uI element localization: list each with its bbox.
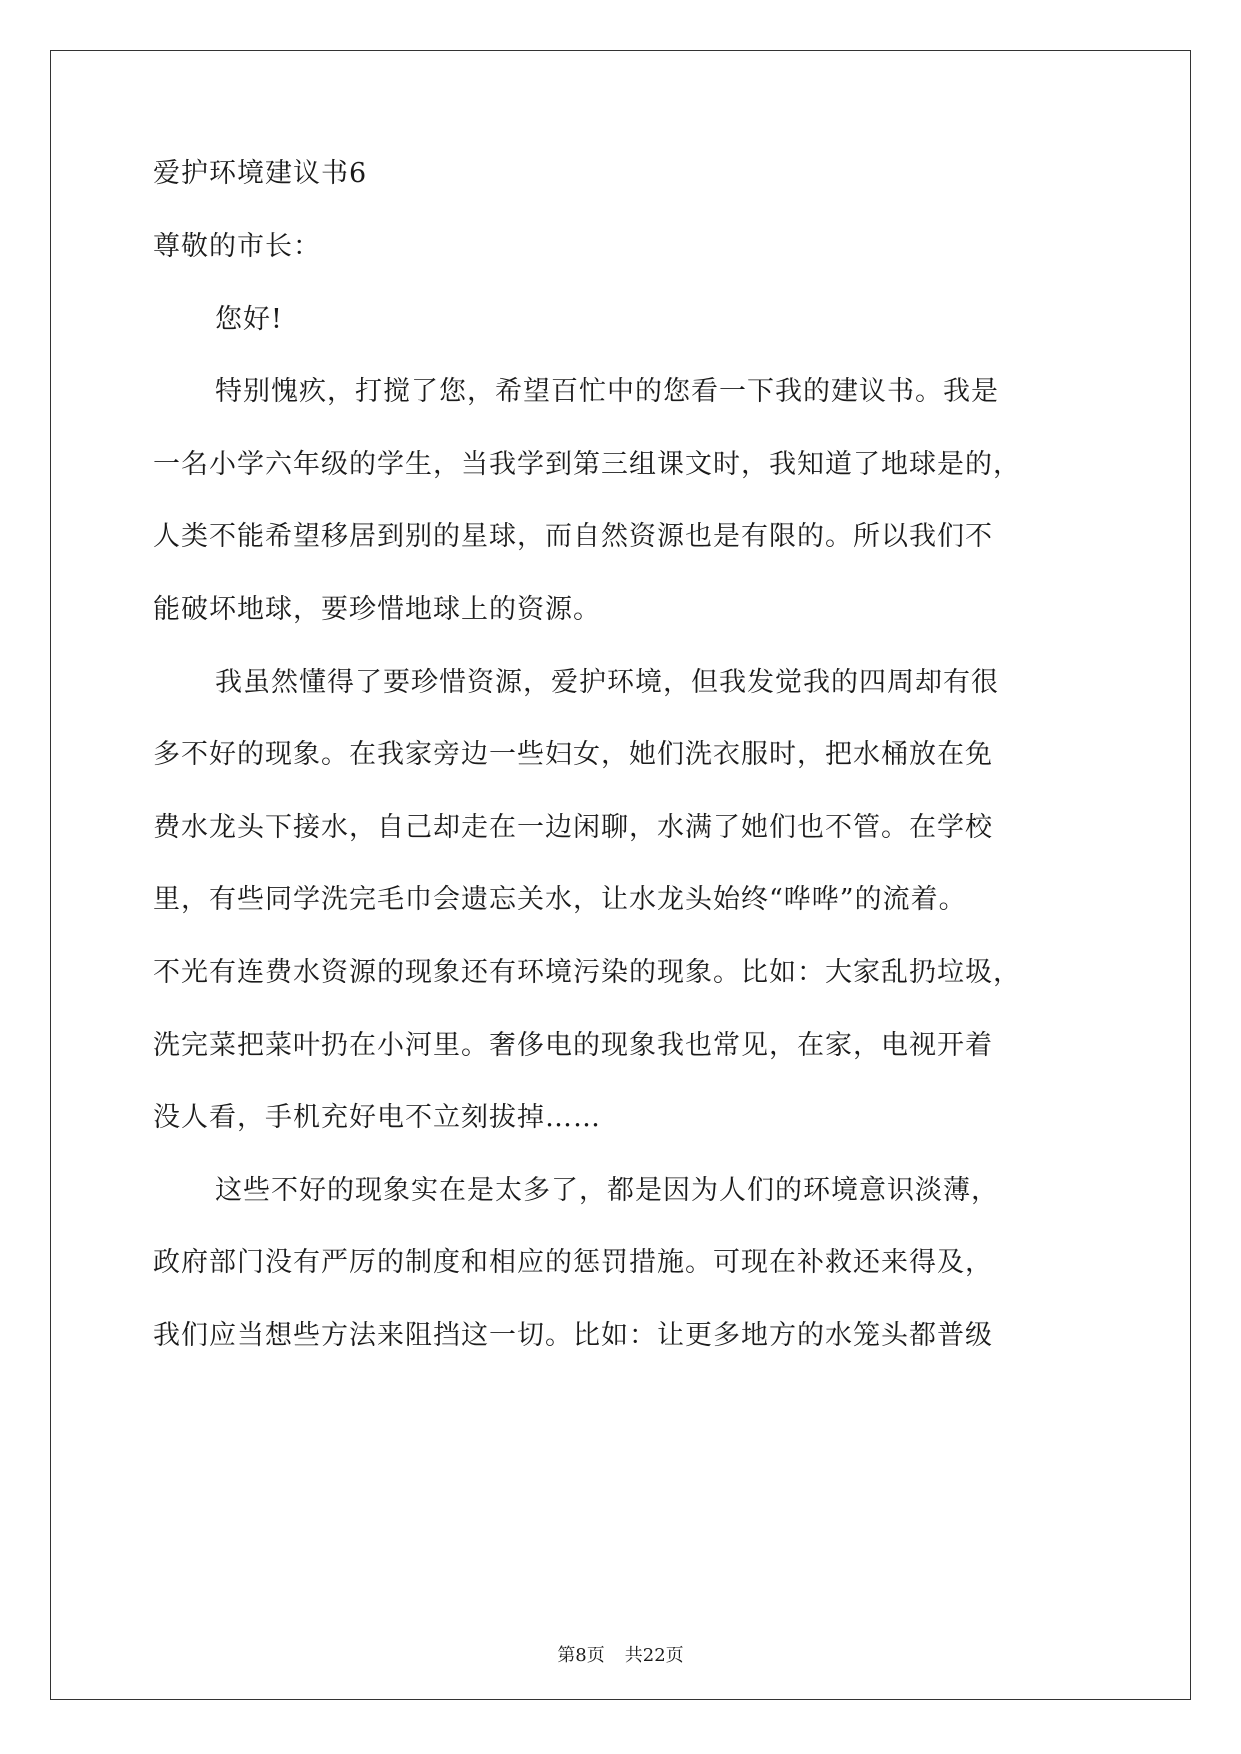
paragraph-1-line-1: 特别愧疚，打搅了您，希望百忙中的您看一下我的建议书。我是 xyxy=(215,376,999,407)
page-footer xyxy=(0,1647,1241,1665)
page-total: 共22页 xyxy=(624,1645,684,1666)
paragraph-3-line-1: 这些不好的现象实在是太多了，都是因为人们的环境意识淡薄， xyxy=(215,1175,999,1206)
page-number: 第8页 xyxy=(557,1645,605,1666)
paragraph-3-line-3: 我们应当想些方法来阻挡这一切。比如：让更多地方的水笼头都普级 xyxy=(153,1320,993,1351)
greeting: 您好! xyxy=(215,304,283,335)
paragraph-2-line-4: 里，有些同学洗完毛巾会遗忘关水，让水龙头始终“哗哗”的流着。 xyxy=(153,884,967,915)
salutation: 尊敬的市长： xyxy=(153,231,321,262)
paragraph-2-line-7: 没人看，手机充好电不立刻拔掉…… xyxy=(153,1102,601,1133)
paragraph-2-line-3: 费水龙头下接水，自己却走在一边闲聊，水满了她们也不管。在学校 xyxy=(153,812,993,843)
paragraph-2-line-5: 不光有连费水资源的现象还有环境污染的现象。比如：大家乱扔垃圾， xyxy=(153,957,1021,988)
paragraph-2-line-1: 我虽然懂得了要珍惜资源，爱护环境，但我发觉我的四周却有很 xyxy=(215,667,999,698)
paragraph-2-line-6: 洗完菜把菜叶扔在小河里。奢侈电的现象我也常见，在家，电视开着 xyxy=(153,1030,993,1061)
paragraph-1-line-2: 一名小学六年级的学生，当我学到第三组课文时，我知道了地球是的， xyxy=(153,449,1021,480)
page-frame xyxy=(50,50,1191,1700)
paragraph-2-line-2: 多不好的现象。在我家旁边一些妇女，她们洗衣服时，把水桶放在免 xyxy=(153,739,993,770)
paragraph-3-line-2: 政府部门没有严厉的制度和相应的惩罚措施。可现在补救还来得及， xyxy=(153,1247,993,1278)
document-title: 爱护环境建议书6 xyxy=(153,158,368,189)
paragraph-1-line-3: 人类不能希望移居到别的星球，而自然资源也是有限的。所以我们不 xyxy=(153,521,993,552)
paragraph-1-line-4: 能破坏地球，要珍惜地球上的资源。 xyxy=(153,594,601,625)
